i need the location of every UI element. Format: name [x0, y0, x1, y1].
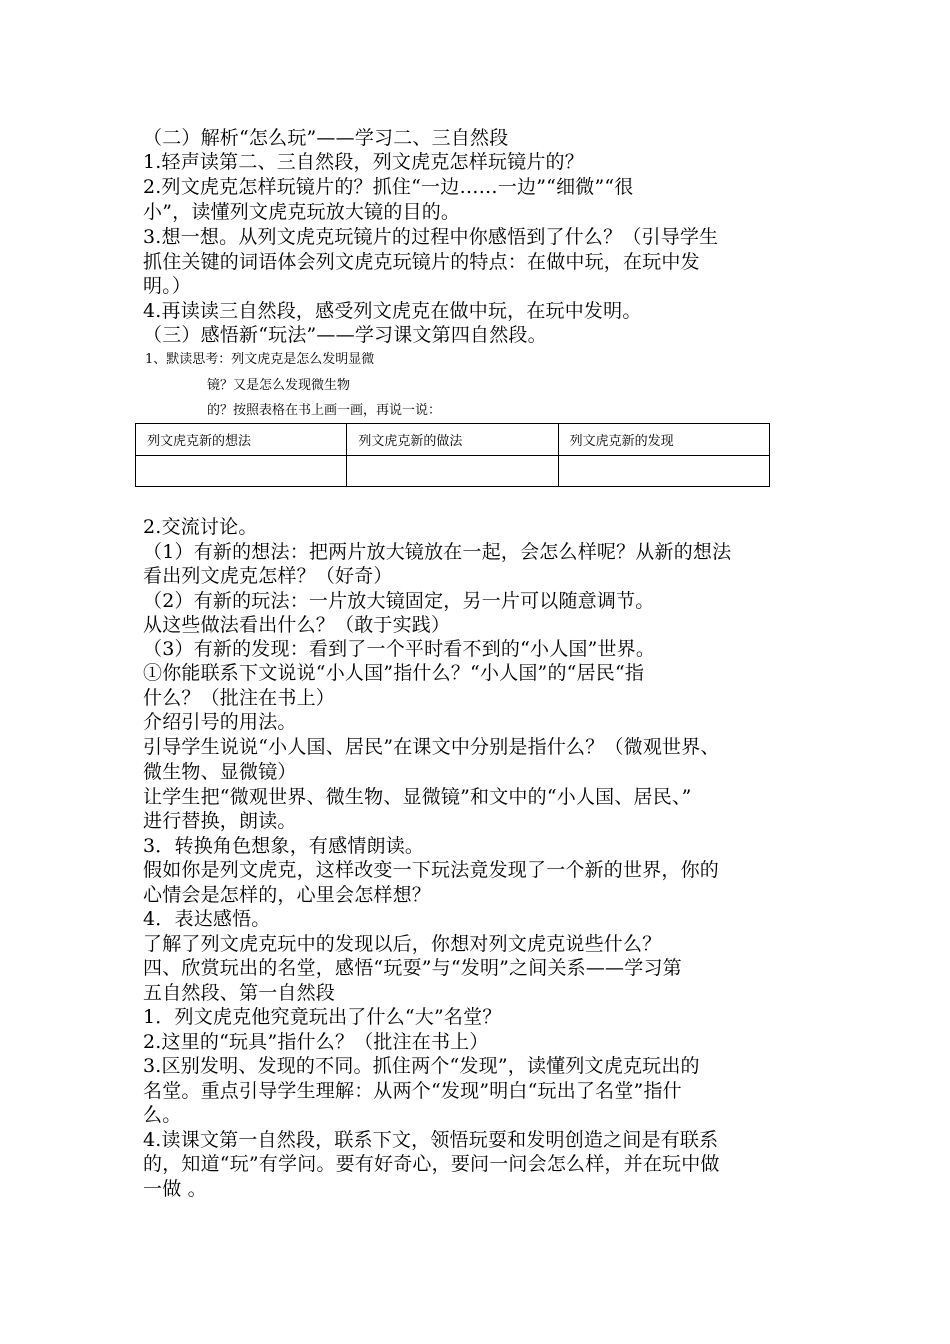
item-3-line3: 么。: [143, 1104, 182, 1126]
role-imagine-line1: 假如你是列文虎克，这样改变一下玩法竟发现了一个新的世界，你的: [143, 859, 720, 881]
section-2-heading: （二）解析“怎么玩”——学习二、三自然段: [143, 127, 509, 149]
express-feeling-text: 了解了列文虎克玩中的发现以后，你想对列文虎克说些什么？: [143, 933, 662, 955]
item-1-text: 1．列文虎克他究竟玩出了什么“大”名堂？: [143, 1006, 502, 1028]
table-header-method: 列文虎克新的做法: [347, 424, 558, 456]
table-cell-idea: [136, 456, 347, 487]
discussion-2-line1: （2）有新的玩法：一片放大镜固定，另一片可以随意调节。: [143, 590, 655, 612]
discovery-table: [135, 423, 770, 487]
discussion-3-text: （3）有新的发现：看到了一个平时看不到的“小人国”世界。: [143, 638, 656, 660]
role-imagine-line2: 心情会是怎样的，心里会怎样想？: [143, 884, 432, 906]
question-1-line1: 1、默读思考：列文虎克是怎么发明显微: [145, 352, 375, 367]
table-cell-method: [347, 456, 558, 487]
step-3-text-line1: 3.想一想。从列文虎克玩镜片的过程中你感悟到了什么？（引导学生: [143, 226, 719, 248]
table-header-row: [136, 424, 770, 456]
role-imagine-heading: 3．转换角色想象，有感情朗读。: [143, 835, 425, 857]
section-4-heading-line1: 四、欣赏玩出的名堂，感悟“玩耍”与“发明”之间关系——学习第: [143, 957, 682, 979]
item-4-line2: 的，知道“玩”有学问。要有好奇心，要问一问会怎么样，并在玩中做: [143, 1153, 720, 1175]
discussion-heading: 2.交流讨论。: [143, 516, 258, 538]
discussion-1-line2: 看出列文虎克怎样？（好奇）: [143, 565, 393, 587]
question-little-kingdom-line1: ①你能联系下文说说“小人国”指什么？“小人国”的“居民“指: [143, 662, 645, 684]
item-4-line1: 4.读课文第一自然段，联系下文，领悟玩耍和发明创造之间是有联系: [143, 1129, 719, 1151]
section-4-heading-line2: 五自然段、第一自然段: [143, 982, 336, 1004]
quotation-usage-text: 介绍引号的用法。: [143, 711, 297, 733]
section-3-heading: （三）感悟新“玩法”——学习课文第四自然段。: [143, 324, 547, 346]
step-3-text-line3: 明。）: [143, 275, 192, 297]
replace-words-line1: 让学生把“微观世界、微生物、显微镜”和文中的“小人国、居民、”: [143, 786, 692, 808]
table-row: [136, 456, 770, 487]
table-cell-discovery: [558, 456, 769, 487]
step-1-text: 1.轻声读第二、三自然段，列文虎克怎样玩镜片的？: [143, 151, 584, 173]
item-3-line1: 3.区别发明、发现的不同。抓住两个“发现”，读懂列文虎克玩出的: [143, 1055, 700, 1077]
question-1-line3: 的？按照表格在书上画一画，再说一说：: [207, 403, 442, 418]
table-header-discovery: 列文虎克新的发现: [558, 424, 769, 456]
step-2-text-line1: 2.列文虎克怎样玩镜片的？抓住“一边……一边”“细微”“很: [143, 176, 634, 198]
item-3-line2: 名堂。重点引导学生理解：从两个“发现”明白“玩出了名堂”指什: [143, 1080, 682, 1102]
item-2-text: 2.这里的“玩具”指什么？（批注在书上）: [143, 1031, 489, 1053]
table-header-idea: 列文虎克新的想法: [136, 424, 347, 456]
replace-words-line2: 进行替换，朗读。: [143, 810, 297, 832]
question-1-line2: 镜？又是怎么发现微生物: [207, 378, 351, 393]
discussion-2-line2: 从这些做法看出什么？（敢于实践）: [143, 614, 451, 636]
discussion-1-line1: （1）有新的想法：把两片放大镜放在一起，会怎么样呢？从新的想法: [143, 541, 732, 563]
express-feeling-heading: 4．表达感悟。: [143, 908, 271, 930]
question-little-kingdom-line2: 什么？（批注在书上）: [143, 687, 336, 709]
step-4-text: 4.再读读三自然段，感受列文虎克在做中玩，在玩中发明。: [143, 300, 642, 322]
guide-students-line1: 引导学生说说“小人国、居民”在课文中分别是指什么？（微观世界、: [143, 736, 720, 758]
guide-students-line2: 微生物、显微镜）: [143, 761, 297, 783]
item-4-line3: 一做 。: [143, 1178, 207, 1200]
step-2-text-line2: 小”，读懂列文虎克玩放大镜的目的。: [143, 201, 461, 223]
step-3-text-line2: 抓住关键的词语体会列文虎克玩镜片的特点：在做中玩，在玩中发: [143, 251, 700, 273]
